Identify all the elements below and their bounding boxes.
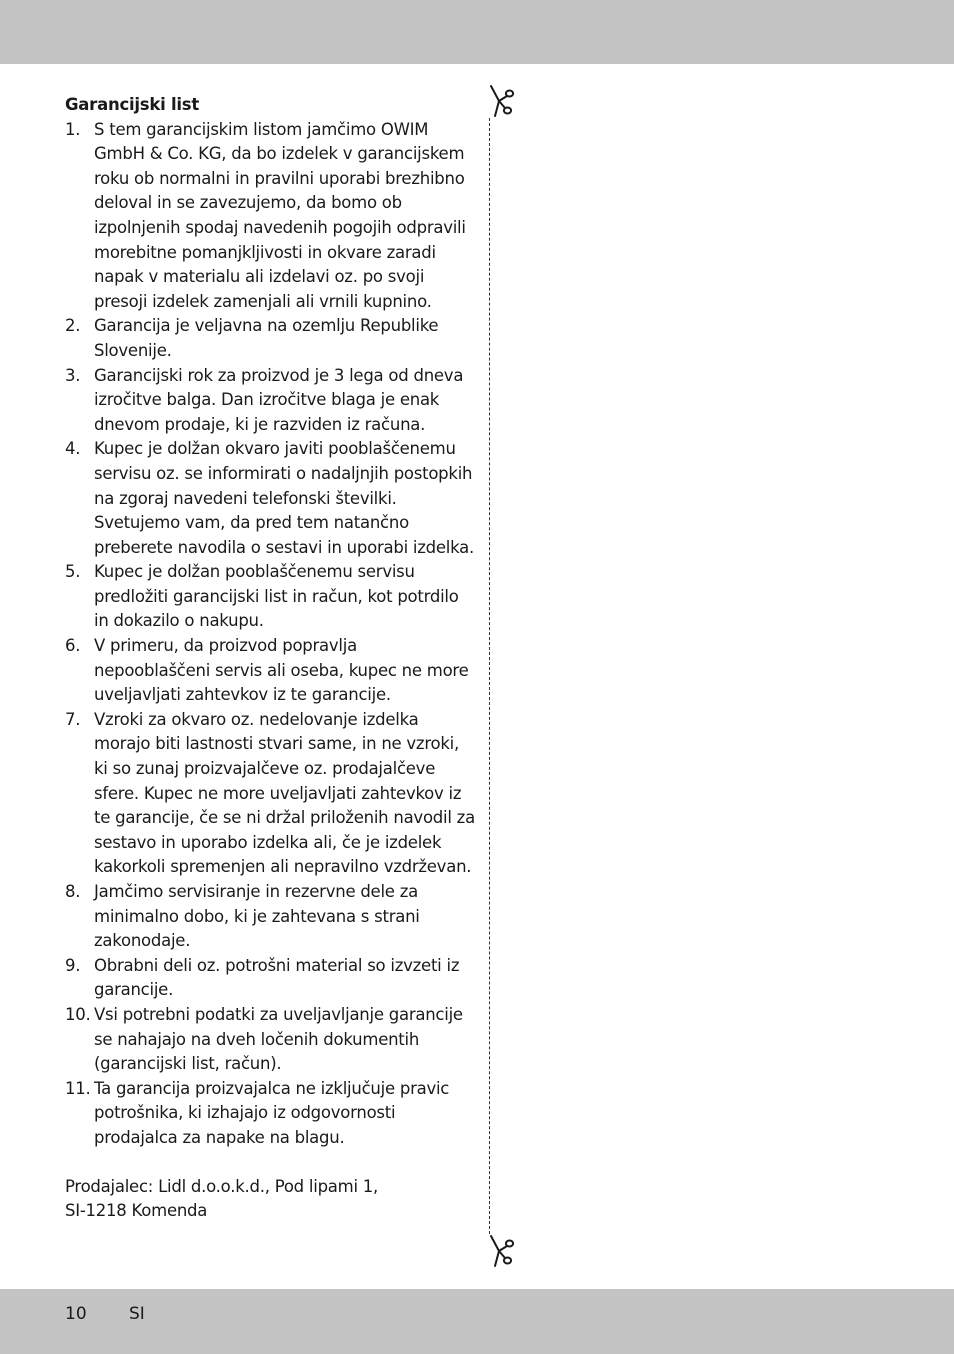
- list-item: [65, 560, 477, 634]
- item-number: 11.: [65, 1078, 91, 1098]
- item-text: Garancija je veljavna na ozemlju Republike Slovenije.: [94, 316, 439, 360]
- item-number: 4.: [65, 439, 81, 459]
- header-band: [0, 0, 954, 64]
- item-number: 5.: [65, 562, 81, 582]
- item-text: S tem garancijskim listom jamčimo OWIM GmbH & Co. KG, da bo izdelek v garancijskem roku ob normalni in pravilni uporabi brezhibno deloval in se zavezujemo, da bomo ob izpolnjenih spodaj navedenih pogojih odpravili morebitne pomanjkljivosti in okvare zaradi napak v materialu ali izdelavi oz. po svoji presoji izdelek zamenjali ali vrnili kupnino.: [94, 119, 466, 311]
- warranty-terms-list: [65, 118, 477, 1151]
- item-number: 9.: [65, 955, 81, 975]
- item-number: 10.: [65, 1004, 91, 1024]
- item-number: 7.: [65, 709, 81, 729]
- item-text: Ta garancija proizvajalca ne izključuje pravic potrošnika, ki izhajajo iz odgovornosti prodajalca za napake na blagu.: [94, 1078, 450, 1147]
- page-number: 10: [65, 1304, 87, 1324]
- item-number: 8.: [65, 882, 81, 901]
- item-number: 1.: [65, 119, 81, 139]
- language-code: SI: [129, 1304, 145, 1324]
- list-item: [65, 314, 477, 363]
- warranty-section: [65, 93, 477, 1224]
- list-item: [65, 437, 477, 560]
- item-text: Vzroki za okvaro oz. nedelovanje izdelka morajo biti lastnosti stvari same, in ne vzroki, ki so zunaj proizvajalčeve oz. prodajalčeve sfere. Kupec ne more uveljavljati zahtevkov iz te garancije, če se ni držal priloženih navodil za sestavo in uporabo izdelka ali, če je izdelek kakorkoli spremenjen ali nepravilno vzdrževan.: [94, 709, 475, 877]
- item-number: 3.: [65, 365, 81, 385]
- page-title: Garancijski list: [65, 95, 200, 114]
- list-item: [65, 954, 477, 1003]
- item-text: Obrabni deli oz. potrošni material so izvzeti iz garancije.: [94, 955, 460, 1000]
- seller-line-1: Prodajalec: Lidl d.o.o.k.d., Pod lipami 1,: [65, 1176, 379, 1196]
- list-item: [65, 118, 477, 315]
- scissors-icon: [487, 1234, 515, 1268]
- cut-line: [489, 118, 490, 1234]
- list-item: [65, 1077, 477, 1151]
- list-item: [65, 364, 477, 438]
- item-number: 6.: [65, 636, 81, 656]
- list-item: [65, 880, 477, 954]
- item-text: Kupec je dolžan pooblaščenemu servisu predložiti garancijski list in račun, kot potrdilo in dokazilo o nakupu.: [94, 562, 459, 631]
- item-text: Garancijski rok za proizvod je 3 lega od dneva izročitve balga. Dan izročitve blaga je enak dnevom prodaje, ki je razviden iz računa.: [94, 365, 464, 434]
- item-text: Jamčimo servisiranje in rezervne dele za minimalno dobo, ki je zahtevana s strani zakonodaje.: [94, 882, 420, 951]
- list-item: [65, 1003, 477, 1077]
- scissors-icon: [487, 84, 515, 118]
- seller-address: [65, 1175, 477, 1224]
- list-item: [65, 634, 477, 708]
- seller-line-2: SI-1218 Komenda: [65, 1201, 208, 1221]
- item-text: Kupec je dolžan okvaro javiti pooblaščenemu servisu oz. se informirati o nadaljnjih postopkih na zgoraj navedeni telefonski številki. Svetujemo vam, da pred tem natančno preberete navodila o sestavi in uporabi izdelka.: [94, 439, 474, 557]
- item-text: Vsi potrebni podatki za uveljavljanje garancije se nahajajo na dveh ločenih dokumentih (garancijski list, račun).: [94, 1004, 463, 1074]
- item-number: 2.: [65, 316, 81, 336]
- item-text: V primeru, da proizvod popravlja nepooblaščeni servis ali oseba, kupec ne more uveljavljati zahtevkov iz te garancije.: [94, 636, 469, 705]
- list-item: [65, 708, 477, 880]
